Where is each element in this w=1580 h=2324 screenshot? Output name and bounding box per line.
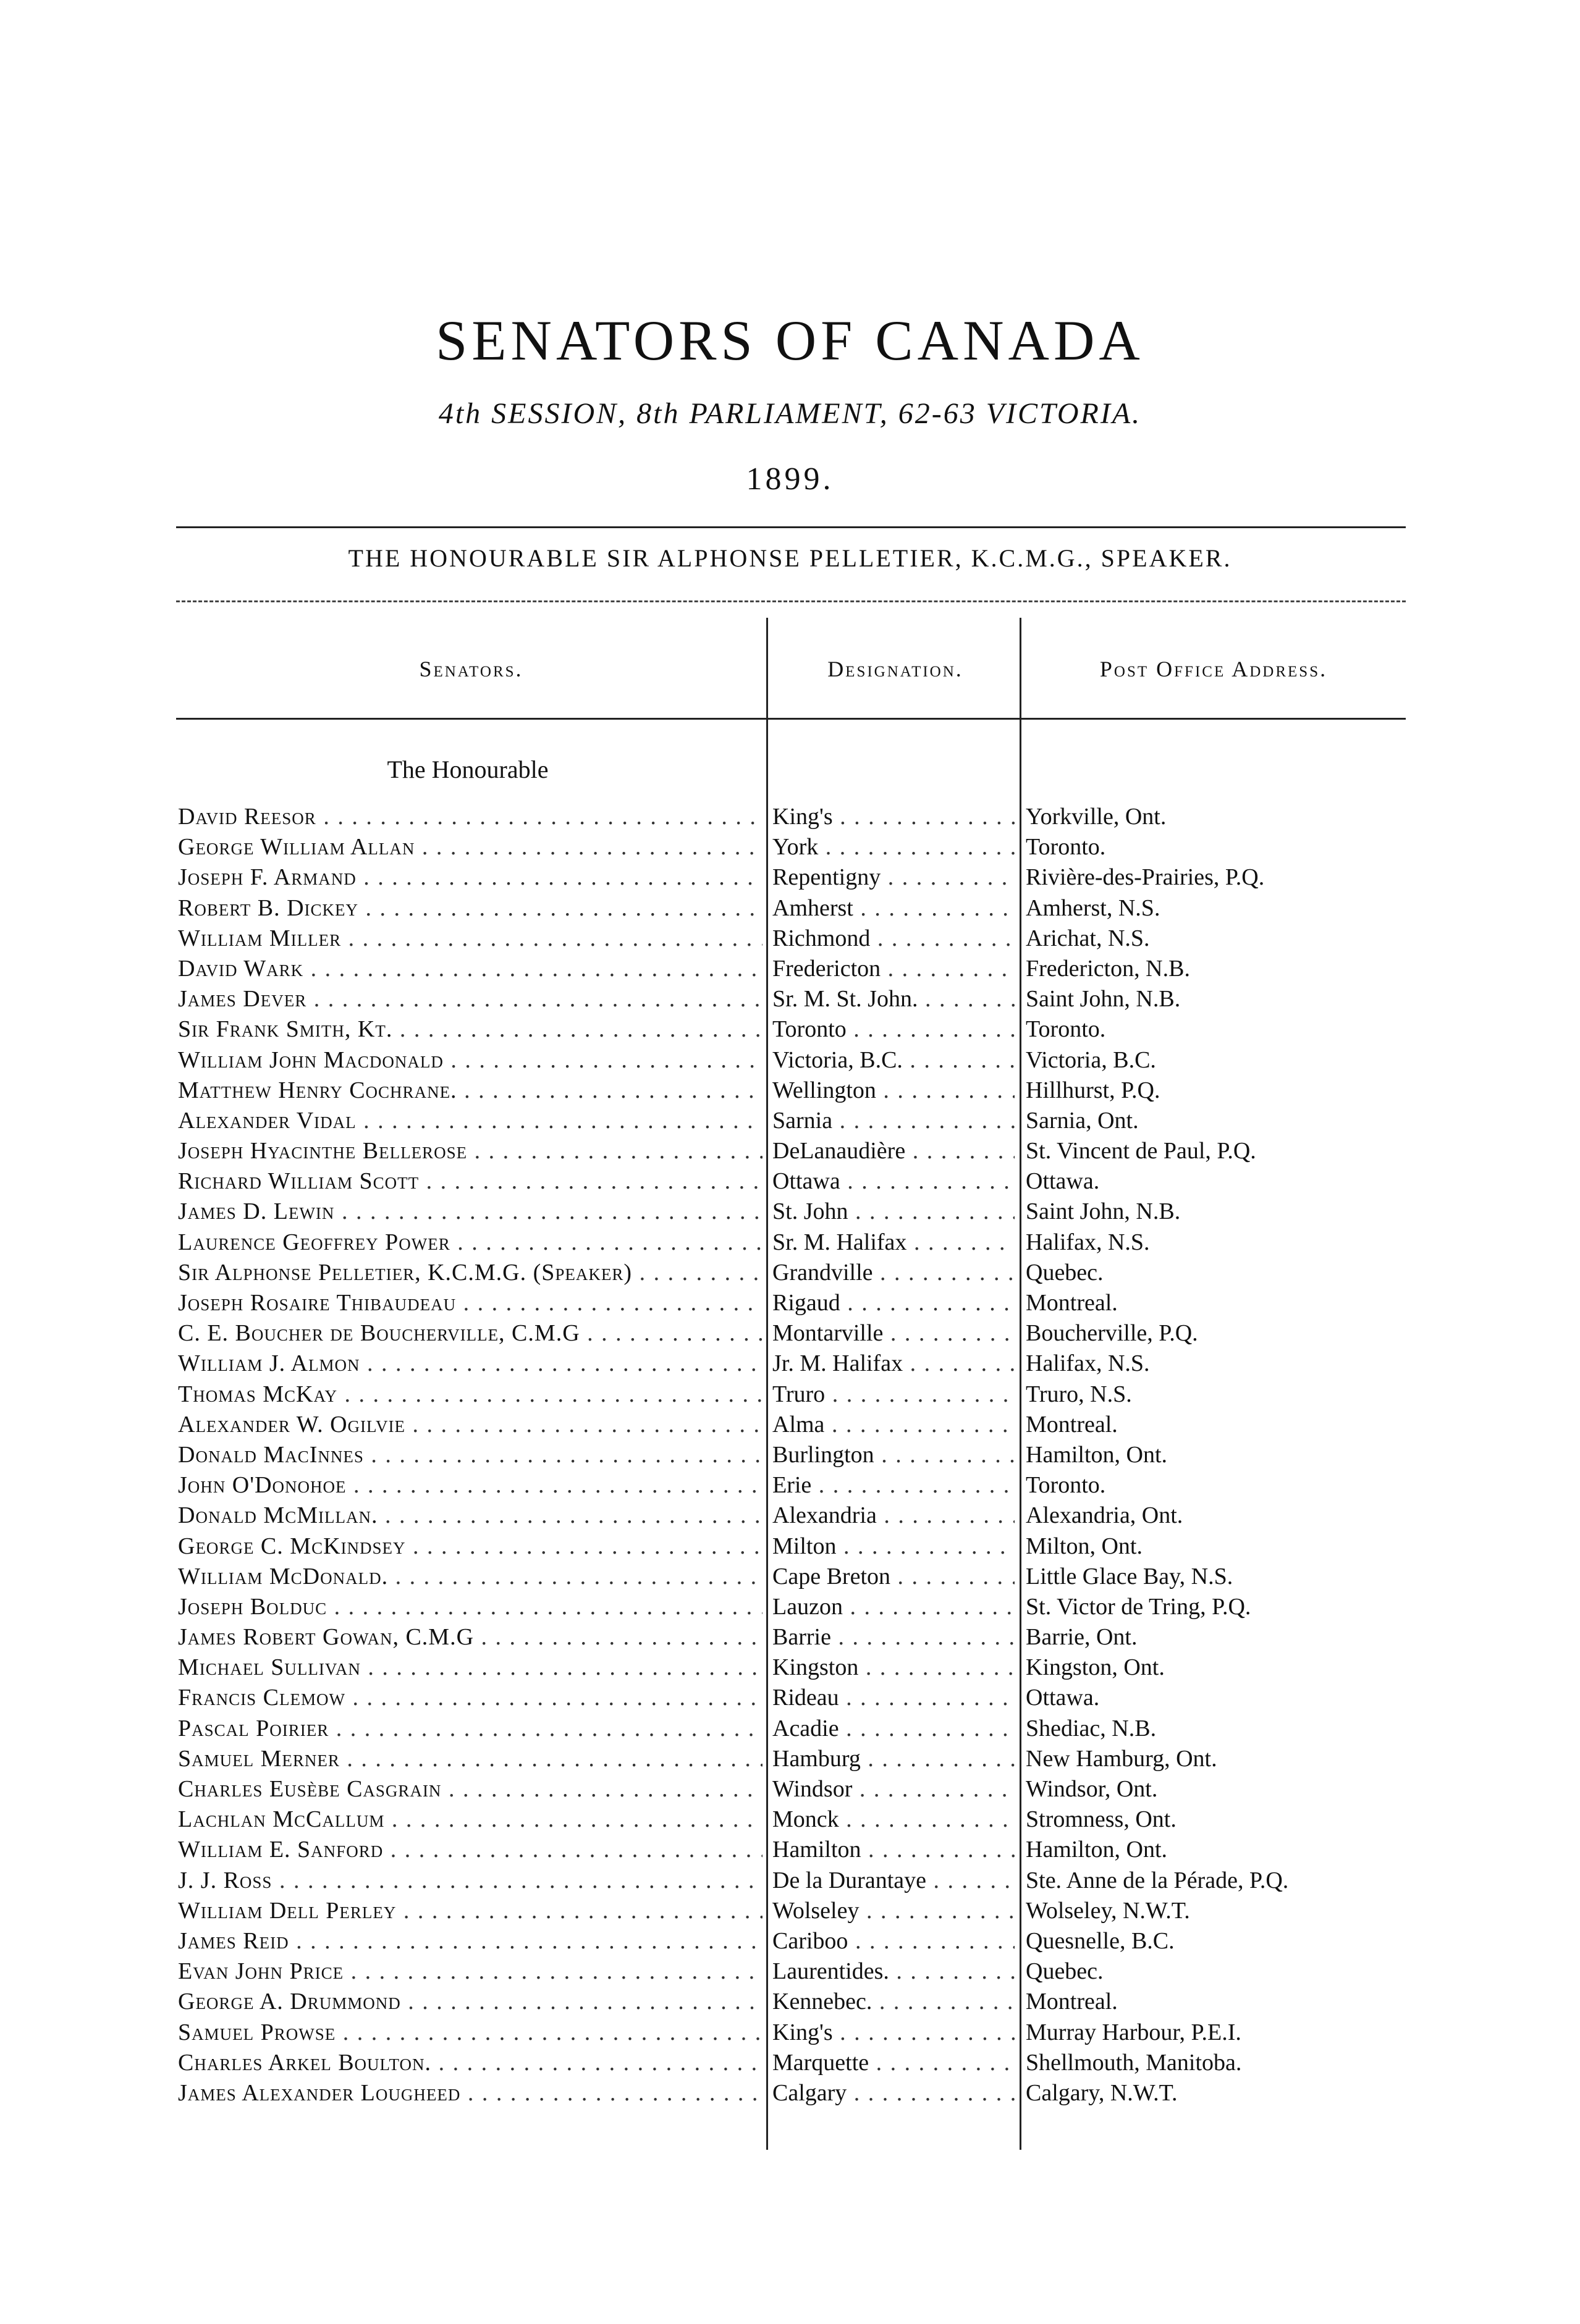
designation: Toronto . . .: [772, 1014, 1015, 1045]
designation: Hamilton . . .: [772, 1835, 1015, 1865]
table-row: [0, 1136, 1580, 1166]
table-row: [0, 1410, 1580, 1440]
table-row: [0, 1227, 1580, 1258]
post-office-address: Toronto.: [1026, 1472, 1106, 1499]
table-row: [0, 832, 1580, 862]
designation: Erie . . .: [772, 1470, 1015, 1501]
post-office-address: Victoria, B.C.: [1026, 1046, 1156, 1073]
table-row: [0, 1652, 1580, 1683]
designation: Victoria, B.C. . . .: [772, 1045, 1015, 1076]
designation: Amherst . . .: [772, 893, 1015, 924]
senator-name: C. E. Boucher de Boucherville, C.M.G . . .: [178, 1318, 763, 1349]
senator-name: Francis Clemow . . .: [178, 1683, 763, 1713]
designation: Truro . . .: [772, 1379, 1015, 1410]
table-row: [0, 1531, 1580, 1562]
senator-name: William J. Almon . . .: [178, 1349, 763, 1379]
table-row: [0, 1774, 1580, 1804]
post-office-address: Saint John, N.B.: [1026, 1198, 1181, 1225]
post-office-address: Quesnelle, B.C.: [1026, 1927, 1175, 1954]
table-row: [0, 1197, 1580, 1227]
table-row: [0, 1106, 1580, 1136]
table-row: [0, 2078, 1580, 2108]
senator-name: Matthew Henry Cochrane. . . .: [178, 1076, 763, 1106]
designation: Sr. M. Halifax . . .: [772, 1227, 1015, 1258]
senator-name: David Reesor . . .: [178, 802, 763, 832]
designation: De la Durantaye . . .: [772, 1866, 1015, 1896]
post-office-address: Ottawa.: [1026, 1168, 1100, 1195]
post-office-address: Boucherville, P.Q.: [1026, 1320, 1198, 1347]
table-row: [0, 1987, 1580, 2017]
post-office-address: Quebec.: [1026, 1259, 1104, 1286]
page-title: SENATORS OF CANADA: [436, 309, 1144, 372]
senator-name: Charles Eusèbe Casgrain . . .: [178, 1774, 763, 1804]
designation: Barrie . . .: [772, 1622, 1015, 1652]
designation: Cape Breton . . .: [772, 1562, 1015, 1592]
designation: Sarnia . . .: [772, 1106, 1015, 1136]
table-row: [0, 1866, 1580, 1896]
post-office-address: Calgary, N.W.T.: [1026, 2079, 1178, 2106]
senator-name: Joseph Bolduc . . .: [178, 1592, 763, 1622]
post-office-address: Arichat, N.S.: [1026, 925, 1150, 951]
column-header-senators: Senators.: [419, 657, 523, 681]
designation: DeLanaudière . . .: [772, 1136, 1015, 1166]
table-row: [0, 1470, 1580, 1501]
table-row: [0, 802, 1580, 832]
senator-name: David Wark . . .: [178, 954, 763, 984]
post-office-address: Ste. Anne de la Pérade, P.Q.: [1026, 1867, 1289, 1893]
designation: Alexandria . . .: [772, 1501, 1015, 1531]
senator-name: Samuel Prowse . . .: [178, 2018, 763, 2048]
senator-name: Sir Alphonse Pelletier, K.C.M.G. (Speaker) . . .: [178, 1258, 763, 1288]
senator-name: Pascal Poirier . . .: [178, 1714, 763, 1744]
senator-name: Richard William Scott . . .: [178, 1166, 763, 1197]
table-row: [0, 1349, 1580, 1379]
table-row: [0, 924, 1580, 954]
senator-name: Alexander W. Ogilvie . . .: [178, 1410, 763, 1440]
senator-name: William Dell Perley . . .: [178, 1896, 763, 1926]
designation: King's . . .: [772, 802, 1015, 832]
senators-table: [0, 802, 1580, 2108]
senator-name: Sir Frank Smith, Kt. . . .: [178, 1014, 763, 1045]
senator-name: James Alexander Lougheed . . .: [178, 2078, 763, 2108]
senator-name: Donald MacInnes . . .: [178, 1440, 763, 1470]
senator-name: J. J. Ross . . .: [178, 1866, 763, 1896]
table-row: [0, 2048, 1580, 2078]
post-office-address: Montreal.: [1026, 1411, 1118, 1438]
post-office-address: Stromness, Ont.: [1026, 1806, 1177, 1833]
senator-name: Joseph Rosaire Thibaudeau . . .: [178, 1288, 763, 1318]
post-office-address: Hillhurst, P.Q.: [1026, 1077, 1160, 1103]
post-office-address: Montreal.: [1026, 1989, 1118, 2015]
table-row: [0, 1014, 1580, 1045]
table-row: [0, 1318, 1580, 1349]
senator-name: Evan John Price . . .: [178, 1956, 763, 1987]
senator-name: George William Allan . . .: [178, 832, 763, 862]
designation: Wolseley . . .: [772, 1896, 1015, 1926]
post-office-address: Montreal.: [1026, 1290, 1118, 1316]
designation: St. John . . .: [772, 1197, 1015, 1227]
senator-name: Joseph Hyacinthe Bellerose . . .: [178, 1136, 763, 1166]
post-office-address: Quebec.: [1026, 1958, 1104, 1985]
post-office-address: Hamilton, Ont.: [1026, 1441, 1168, 1468]
designation: King's . . .: [772, 2018, 1015, 2048]
senator-name: Michael Sullivan . . .: [178, 1652, 763, 1683]
senator-name: James Robert Gowan, C.M.G . . .: [178, 1622, 763, 1652]
designation: Ottawa . . .: [772, 1166, 1015, 1197]
post-office-address: Halifax, N.S.: [1026, 1350, 1150, 1377]
table-row: [0, 954, 1580, 984]
table-row: [0, 893, 1580, 924]
table-row: [0, 1714, 1580, 1744]
post-office-address: Yorkville, Ont.: [1026, 804, 1167, 830]
designation: Laurentides. . . .: [772, 1956, 1015, 1987]
post-office-address: Hamilton, Ont.: [1026, 1837, 1168, 1863]
senator-name: William John Macdonald . . .: [178, 1045, 763, 1076]
designation: Richmond . . .: [772, 924, 1015, 954]
post-office-address: Murray Harbour, P.E.I.: [1026, 2019, 1241, 2045]
table-row: [0, 1744, 1580, 1774]
post-office-address: Wolseley, N.W.T.: [1026, 1897, 1190, 1924]
senator-name: Alexander Vidal . . .: [178, 1106, 763, 1136]
senator-name: Donald McMillan. . . .: [178, 1501, 763, 1531]
designation: Fredericton . . .: [772, 954, 1015, 984]
post-office-address: New Hamburg, Ont.: [1026, 1745, 1217, 1772]
post-office-address: St. Vincent de Paul, P.Q.: [1026, 1138, 1256, 1164]
post-office-address: Windsor, Ont.: [1026, 1776, 1158, 1802]
post-office-address: Toronto.: [1026, 1016, 1106, 1043]
post-office-address: Rivière-des-Prairies, P.Q.: [1026, 864, 1265, 891]
year: 1899.: [746, 461, 834, 497]
designation: Acadie . . .: [772, 1714, 1015, 1744]
senator-name: Thomas McKay . . .: [178, 1379, 763, 1410]
post-office-address: Halifax, N.S.: [1026, 1229, 1150, 1255]
honourable-caption: The Honourable: [387, 756, 549, 783]
post-office-address: Fredericton, N.B.: [1026, 955, 1190, 982]
post-office-address: Shediac, N.B.: [1026, 1715, 1157, 1741]
senator-name: George A. Drummond . . .: [178, 1987, 763, 2017]
senator-name: John O'Donohoe . . .: [178, 1470, 763, 1501]
post-office-address: Sarnia, Ont.: [1026, 1107, 1139, 1134]
header-rule-bottom: [176, 718, 1406, 720]
table-row: [0, 862, 1580, 893]
designation: York . . .: [772, 832, 1015, 862]
post-office-address: Little Glace Bay, N.S.: [1026, 1563, 1233, 1589]
top-rule: [176, 526, 1406, 528]
designation: Kingston . . .: [772, 1652, 1015, 1683]
designation: Repentigny . . .: [772, 862, 1015, 893]
table-row: [0, 1835, 1580, 1865]
session-subtitle: 4th SESSION, 8th PARLIAMENT, 62-63 VICTORIA.: [438, 397, 1142, 430]
table-row: [0, 1440, 1580, 1470]
senator-name: George C. McKindsey . . .: [178, 1531, 763, 1562]
post-office-address: Amherst, N.S.: [1026, 895, 1160, 921]
table-row: [0, 984, 1580, 1014]
designation: Rideau . . .: [772, 1683, 1015, 1713]
table-row: [0, 1076, 1580, 1106]
post-office-address: Alexandria, Ont.: [1026, 1502, 1183, 1529]
designation: Kennebec. . . .: [772, 1987, 1015, 2017]
post-office-address: Barrie, Ont.: [1026, 1624, 1138, 1651]
designation: Montarville . . .: [772, 1318, 1015, 1349]
senator-name: Lachlan McCallum . . .: [178, 1804, 763, 1835]
speaker-line: THE HONOURABLE SIR ALPHONSE PELLETIER, K.C.M.G., SPEAKER.: [348, 544, 1232, 572]
designation: Grandville . . .: [772, 1258, 1015, 1288]
senator-name: Joseph F. Armand . . .: [178, 862, 763, 893]
designation: Milton . . .: [772, 1531, 1015, 1562]
table-row: [0, 1683, 1580, 1713]
table-row: [0, 1562, 1580, 1592]
table-row: [0, 1622, 1580, 1652]
designation: Lauzon . . .: [772, 1592, 1015, 1622]
header-rule-top: [176, 600, 1406, 602]
senator-name: Laurence Geoffrey Power . . .: [178, 1227, 763, 1258]
post-office-address: Truro, N.S.: [1026, 1381, 1132, 1407]
designation: Wellington . . .: [772, 1076, 1015, 1106]
senator-name: William McDonald. . . .: [178, 1562, 763, 1592]
post-office-address: Milton, Ont.: [1026, 1533, 1143, 1559]
senator-name: Samuel Merner . . .: [178, 1744, 763, 1774]
senator-name: William Miller . . .: [178, 924, 763, 954]
table-row: [0, 1804, 1580, 1835]
senator-name: William E. Sanford . . .: [178, 1835, 763, 1865]
table-row: [0, 1926, 1580, 1956]
designation: Calgary . . .: [772, 2078, 1015, 2108]
senator-name: James Reid . . .: [178, 1926, 763, 1956]
designation: Jr. M. Halifax . . .: [772, 1349, 1015, 1379]
table-row: [0, 1592, 1580, 1622]
table-row: [0, 1379, 1580, 1410]
designation: Burlington . . .: [772, 1440, 1015, 1470]
table-row: [0, 1288, 1580, 1318]
senator-name: Charles Arkel Boulton. . . .: [178, 2048, 763, 2078]
designation: Alma . . .: [772, 1410, 1015, 1440]
table-row: [0, 1896, 1580, 1926]
post-office-address: Toronto.: [1026, 834, 1106, 861]
post-office-address: St. Victor de Tring, P.Q.: [1026, 1593, 1251, 1620]
table-row: [0, 1045, 1580, 1076]
designation: Windsor . . .: [772, 1774, 1015, 1804]
designation: Marquette . . .: [772, 2048, 1015, 2078]
post-office-address: Ottawa.: [1026, 1685, 1100, 1711]
designation: Sr. M. St. John. . . .: [772, 984, 1015, 1014]
designation: Hamburg . . .: [772, 1744, 1015, 1774]
designation: Cariboo . . .: [772, 1926, 1015, 1956]
table-row: [0, 1501, 1580, 1531]
senator-name: James Dever . . .: [178, 984, 763, 1014]
post-office-address: Saint John, N.B.: [1026, 986, 1181, 1013]
table-row: [0, 1166, 1580, 1197]
column-header-address: Post Office Address.: [1099, 657, 1328, 681]
designation: Rigaud . . .: [772, 1288, 1015, 1318]
senator-name: James D. Lewin . . .: [178, 1197, 763, 1227]
senator-name: Robert B. Dickey . . .: [178, 893, 763, 924]
table-row: [0, 1956, 1580, 1987]
table-row: [0, 1258, 1580, 1288]
table-row: [0, 2018, 1580, 2048]
post-office-address: Shellmouth, Manitoba.: [1026, 2049, 1242, 2076]
designation: Monck . . .: [772, 1804, 1015, 1835]
post-office-address: Kingston, Ont.: [1026, 1654, 1165, 1681]
column-header-designation: Designation.: [827, 657, 963, 681]
